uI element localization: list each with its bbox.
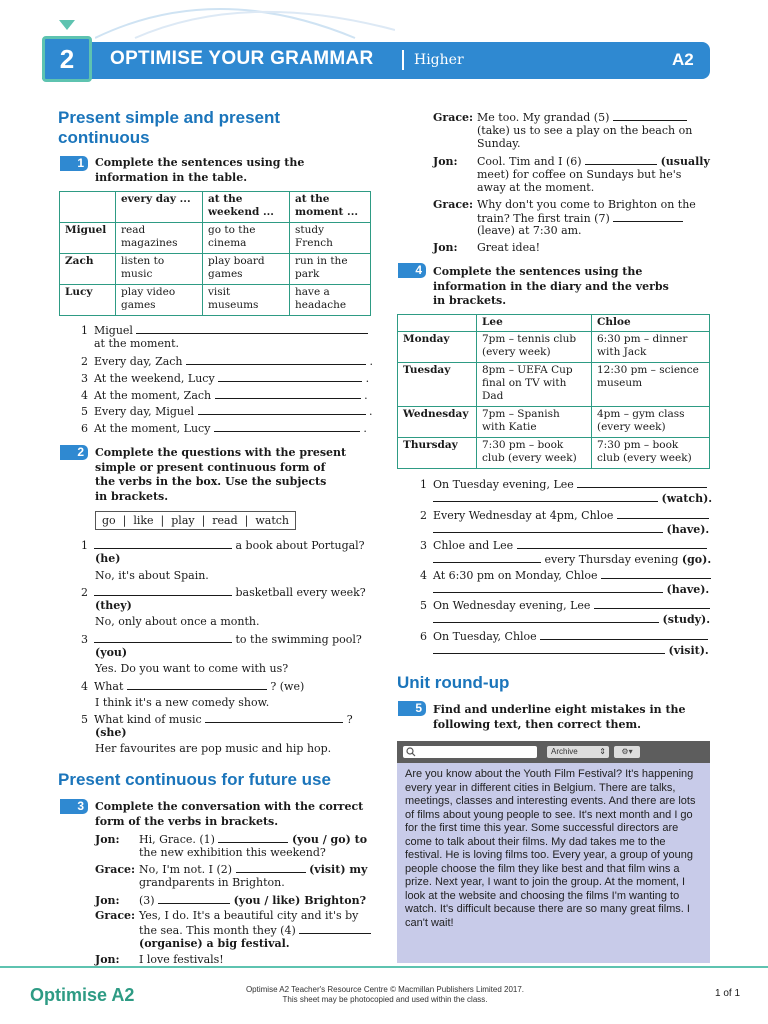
ex4-item [411,508,709,523]
item-number: 3 [420,539,427,552]
dialogue-line [95,909,385,923]
dialogue-text: Cool. Tim and I (6) [477,155,582,168]
footer-divider [0,966,768,968]
copyright-line: This sheet may be photocopied and used within the class. [282,995,488,1004]
dialogue-line [95,862,375,877]
dialogue-text: I love festivals! [139,953,224,966]
header-decoration [95,0,395,40]
ex4-item-continuation [433,582,709,597]
item-number: 5 [81,713,88,726]
item-text: At the moment, Lucy [94,422,211,435]
item-number: 2 [81,586,88,599]
dialogue-continuation: (leave) at 7:30 am. [477,224,582,237]
ex4-item-continuation [433,552,711,567]
dialogue-line [95,832,375,847]
dialogue-continuation: meet) for coffee on Sundays but he's [477,168,682,181]
ex2-answer: No, it's about Spain. [95,569,209,582]
table-row-header: Thursday [398,438,477,469]
answer-blank[interactable] [136,323,368,334]
speaker: Grace: [433,111,474,124]
item-text: ? [346,713,353,726]
blog-text: Are you know about the Youth Film Festival? It's happening every year in different cities in Belgium. There are talks, meetings, classes and interesting events. And there are lots of films about young people to see. It's next month and I go for the first time this year. Some successful directors are come to talk about their films. My dad takes me to the festival. He is loving films too. Every year, a group of young people choose the film they like best and that film wins a prize. Next year, I want to join the group. At the moment, I look at the website and choosing the films I'm wanting to watch. It's difficult because there are so many great films. I can't wait! [405,768,696,929]
item-text: to the swimming pool? [235,633,362,646]
heading-line: continuous [58,128,150,147]
select-arrows-icon: ⇕ [599,747,606,756]
answer-blank[interactable] [205,712,343,723]
title-divider [402,50,404,70]
ex4-item-continuation [433,643,709,658]
item-text: Every Wednesday at 4pm, Chloe [433,509,614,522]
verb-hint: (have). [666,583,710,596]
table-row-header: Wednesday [398,407,477,438]
ex2-item [72,538,365,553]
table-header: at the moment ... [290,192,371,223]
verb-hint: (usually [660,155,710,168]
exercise-5-instructions [433,703,686,732]
item-number: 6 [81,422,88,435]
instruction-line: Complete the questions with the present [95,446,347,459]
answer-blank[interactable] [215,388,361,399]
exercise-3-instructions [95,800,363,829]
answer-blank[interactable] [601,568,711,579]
ex2-subject: (they) [95,599,132,612]
exercise-3-badge: 3 [60,799,88,814]
answer-blank[interactable] [94,585,232,596]
item-number: 4 [420,569,427,582]
answer-blank[interactable] [214,421,360,432]
answer-blank[interactable] [517,538,707,549]
speaker: Jon: [95,953,120,966]
instruction-line: Complete the sentences using the [95,156,305,169]
archive-select-value: Archive [551,747,578,756]
activities-table [59,191,371,316]
table-cell: 7pm – Spanish with Katie [477,407,592,438]
answer-blank[interactable] [158,893,230,904]
table-cell: read magazines [116,223,203,254]
exercise-1-instructions [95,156,304,185]
table-header: Chloe [592,315,710,332]
answer-blank[interactable] [433,643,665,654]
instruction-line: the verbs in the box. Use the subjects [95,475,327,488]
ex1-item: 6 At the moment, Lucy . [72,421,367,436]
exercise-1-badge: 1 [60,156,88,171]
ex2-answer: Yes. Do you want to come with us? [95,662,289,675]
answer-blank[interactable] [94,538,232,549]
exercise-2-instructions [95,446,346,504]
item-number: 4 [81,389,88,402]
table-cell: go to the cinema [203,223,290,254]
dialogue-text: train? The first train (7) [477,212,610,225]
table-row-header: Tuesday [398,363,477,407]
table-corner [60,192,116,223]
speaker: Jon: [95,894,120,907]
instruction-line: Complete the conversation with the correct [95,800,364,813]
ex2-answer: I think it's a new comedy show. [95,696,270,709]
ex4-item-continuation [433,522,709,537]
item-number: 1 [81,539,88,552]
ex2-subject: (she) [95,726,127,739]
answer-blank[interactable] [94,632,232,643]
table-row-header: Miguel [60,223,116,254]
answer-blank[interactable] [218,371,362,382]
ex2-item [72,712,353,727]
instruction-line: simple or present continuous form of [95,460,326,474]
dialogue-continuation: grandparents in Brighton. [139,876,285,889]
speaker: Grace: [433,198,474,211]
answer-blank[interactable] [433,612,659,623]
verb-hint: (visit) my [309,863,368,876]
answer-blank[interactable] [585,154,657,165]
item-text: At the moment, Zach [94,389,212,402]
heading-line: Present simple and present [58,108,281,127]
table-cell: visit museums [203,285,290,316]
chevron-down-icon: ▾ [628,747,633,756]
item-text: On Tuesday, Chloe [433,630,537,643]
ex4-item [411,538,707,553]
table-cell: run in the park [290,254,371,285]
ex2-subject: (he) [95,552,121,565]
answer-blank[interactable] [540,629,708,640]
answer-blank[interactable] [433,552,541,563]
archive-select[interactable] [547,746,609,758]
item-text: Chloe and Lee [433,539,514,552]
dialogue-line [433,154,718,169]
ex2-answer: Her favourites are pop music and hip hop. [95,742,332,755]
dialogue-continuation: away at the moment. [477,181,595,194]
answer-blank[interactable] [433,522,663,533]
answer-blank[interactable] [433,582,663,593]
ex2-subject: (you) [95,646,128,659]
table-cell: study French [290,223,371,254]
answer-blank[interactable] [613,110,687,121]
ex1-item-continuation: at the moment. [94,337,179,350]
exercise-2-badge: 2 [60,445,88,460]
section-heading-present-simple [58,108,280,148]
ex1-item: 2 Every day, Zach . [72,354,373,369]
item-number: 4 [81,680,88,693]
gear-icon: ⚙ [621,747,629,756]
ex2-item [72,679,304,694]
ex4-item-continuation [433,612,710,627]
item-number: 3 [81,372,88,385]
dialogue-line [433,198,718,212]
item-text: Every day, Zach [94,355,183,368]
exercise-4-instructions [433,265,669,309]
verb-hint: (watch). [661,492,713,505]
speaker: Grace: [95,909,136,922]
page-number: 1 of 1 [715,988,741,999]
answer-blank[interactable] [236,862,306,873]
unit-number-box [42,36,92,82]
speaker: Jon: [95,833,120,846]
ex4-item [411,598,710,613]
ex4-item [411,568,711,583]
answer-blank[interactable] [433,491,658,502]
item-text: On Wednesday evening, Lee [433,599,591,612]
table-cell: 12:30 pm – science museum [592,363,710,407]
ex2-item [72,632,362,647]
table-cell: play board games [203,254,290,285]
item-text: At 6:30 pm on Monday, Chloe [433,569,598,582]
instruction-line: Find and underline eight mistakes in the [433,703,686,716]
answer-blank[interactable] [127,679,267,690]
browser-search-input[interactable] [403,746,537,758]
speaker: Jon: [433,241,458,254]
diary-table [397,314,710,469]
verb-hint: (study). [662,613,711,626]
verb-hint: (visit). [668,644,709,657]
dialogue-text: (3) [139,894,155,907]
item-text: Miguel [94,324,133,337]
dialogue-text: Me too. My grandad (5) [477,111,610,124]
instruction-line: information in the table. [95,170,248,184]
dialogue-text: the sea. This month they (4) [139,924,296,937]
dialogue-line [433,110,713,125]
answer-blank[interactable] [613,211,683,222]
word-box: go | like | play | read | watch [95,511,296,530]
answer-blank[interactable] [594,598,710,609]
table-cell: 7:30 pm – book club (every week) [592,438,710,469]
item-text: At the weekend, Lucy [94,372,215,385]
ex1-item [72,323,368,338]
table-row-header: Monday [398,332,477,363]
speaker: Jon: [433,155,458,168]
item-number: 2 [420,509,427,522]
search-icon [406,747,416,757]
item-number: 1 [420,478,427,491]
dialogue-text: No, I'm not. I (2) [139,863,233,876]
answer-blank[interactable] [218,832,288,843]
item-text: ? (we) [270,680,305,693]
instruction-line: form of the verbs in brackets. [95,814,279,828]
speaker: Grace: [95,863,136,876]
item-text: Every day, Miguel [94,405,195,418]
section-heading-future-use: Present continuous for future use [58,770,331,789]
verb-hint: (have). [666,523,710,536]
table-cell: listen to music [116,254,203,285]
table-header: every day ... [116,192,203,223]
exercise-4-badge: 4 [398,263,426,278]
dialogue-continuation: (take) us to see a play on the beach on [477,124,693,137]
exercise-5-badge: 5 [398,701,426,716]
unit-pointer-icon [59,20,75,30]
settings-dropdown[interactable] [614,746,640,758]
answer-blank[interactable] [299,923,371,934]
item-text: What kind of music [94,713,202,726]
page-title: OPTIMISE YOUR GRAMMAR [110,48,374,69]
answer-blank[interactable] [617,508,709,519]
table-cell: 7pm – tennis club (every week) [477,332,592,363]
dialogue-text: Hi, Grace. (1) [139,833,215,846]
table-cell: play video games [116,285,203,316]
answer-blank[interactable] [186,354,366,365]
ex2-item [72,585,366,600]
table-corner [398,315,477,332]
item-text: On Tuesday evening, Lee [433,478,574,491]
dialogue-text: Yes, I do. It's a beautiful city and it's by [139,909,359,922]
ex1-item: 3 At the weekend, Lucy . [72,371,369,386]
dialogue-continuation: the new exhibition this weekend? [139,846,326,859]
table-cell: 6:30 pm – dinner with Jack [592,332,710,363]
level-code: A2 [672,50,694,69]
item-text: basketball every week? [235,586,366,599]
instruction-line: information in the diary and the verbs [433,279,669,293]
instruction-line: Complete the sentences using the [433,265,643,278]
item-number: 6 [420,630,427,643]
footer-brand: Optimise A2 [30,985,135,1005]
ex1-item: 4 At the moment, Zach . [72,388,368,403]
dialogue-line [95,953,375,967]
unit-number: 2 [59,44,75,74]
item-number: 1 [81,324,88,337]
dialogue-continuation: (organise) a big festival. [139,937,290,950]
item-text: every Thursday evening [544,553,679,566]
verb-hint: (you / go) to [291,833,368,846]
section-heading-roundup: Unit round-up [397,673,510,692]
item-number: 3 [81,633,88,646]
answer-blank[interactable] [198,404,366,415]
table-cell: 7:30 pm – book club (every week) [477,438,592,469]
table-cell: have a headache [290,285,371,316]
instruction-line: following text, then correct them. [433,717,641,731]
verb-hint: (go). [681,553,712,566]
verb-hint: (you / like) Brighton? [233,894,367,907]
copyright-line: Optimise A2 Teacher's Resource Centre © Macmillan Publishers Limited 2017. [245,985,525,994]
table-cell: 8pm – UEFA Cup final on TV with Dad [477,363,592,407]
instruction-line: in brackets. [433,294,507,307]
dialogue-line [433,241,540,255]
dialogue-text: Why don't you come to Brighton on the [477,198,696,211]
table-cell: 4pm – gym class (every week) [592,407,710,438]
table-header: at the weekend ... [203,192,290,223]
dialogue-continuation [139,923,371,938]
answer-blank[interactable] [577,477,707,488]
ex4-item-continuation [433,491,712,506]
item-number: 5 [420,599,427,612]
item-number: 2 [81,355,88,368]
table-header: Lee [477,315,592,332]
ex4-item [411,629,708,644]
dialogue-continuation: Sunday. [477,137,521,150]
dialogue-text: Great idea! [477,241,541,254]
table-row-header: Lucy [60,285,116,316]
table-row-header: Zach [60,254,116,285]
item-text: a book about Portugal? [235,539,365,552]
instruction-line: in brackets. [95,489,169,503]
item-number: 5 [81,405,88,418]
ex1-item: 5 Every day, Miguel . [72,404,373,419]
item-text: What [94,680,124,693]
ex4-item [411,477,707,492]
footer-copyright [240,985,530,1005]
level-label: Higher [414,52,464,68]
dialogue-line [95,893,375,908]
ex2-answer: No, only about once a month. [95,615,260,628]
